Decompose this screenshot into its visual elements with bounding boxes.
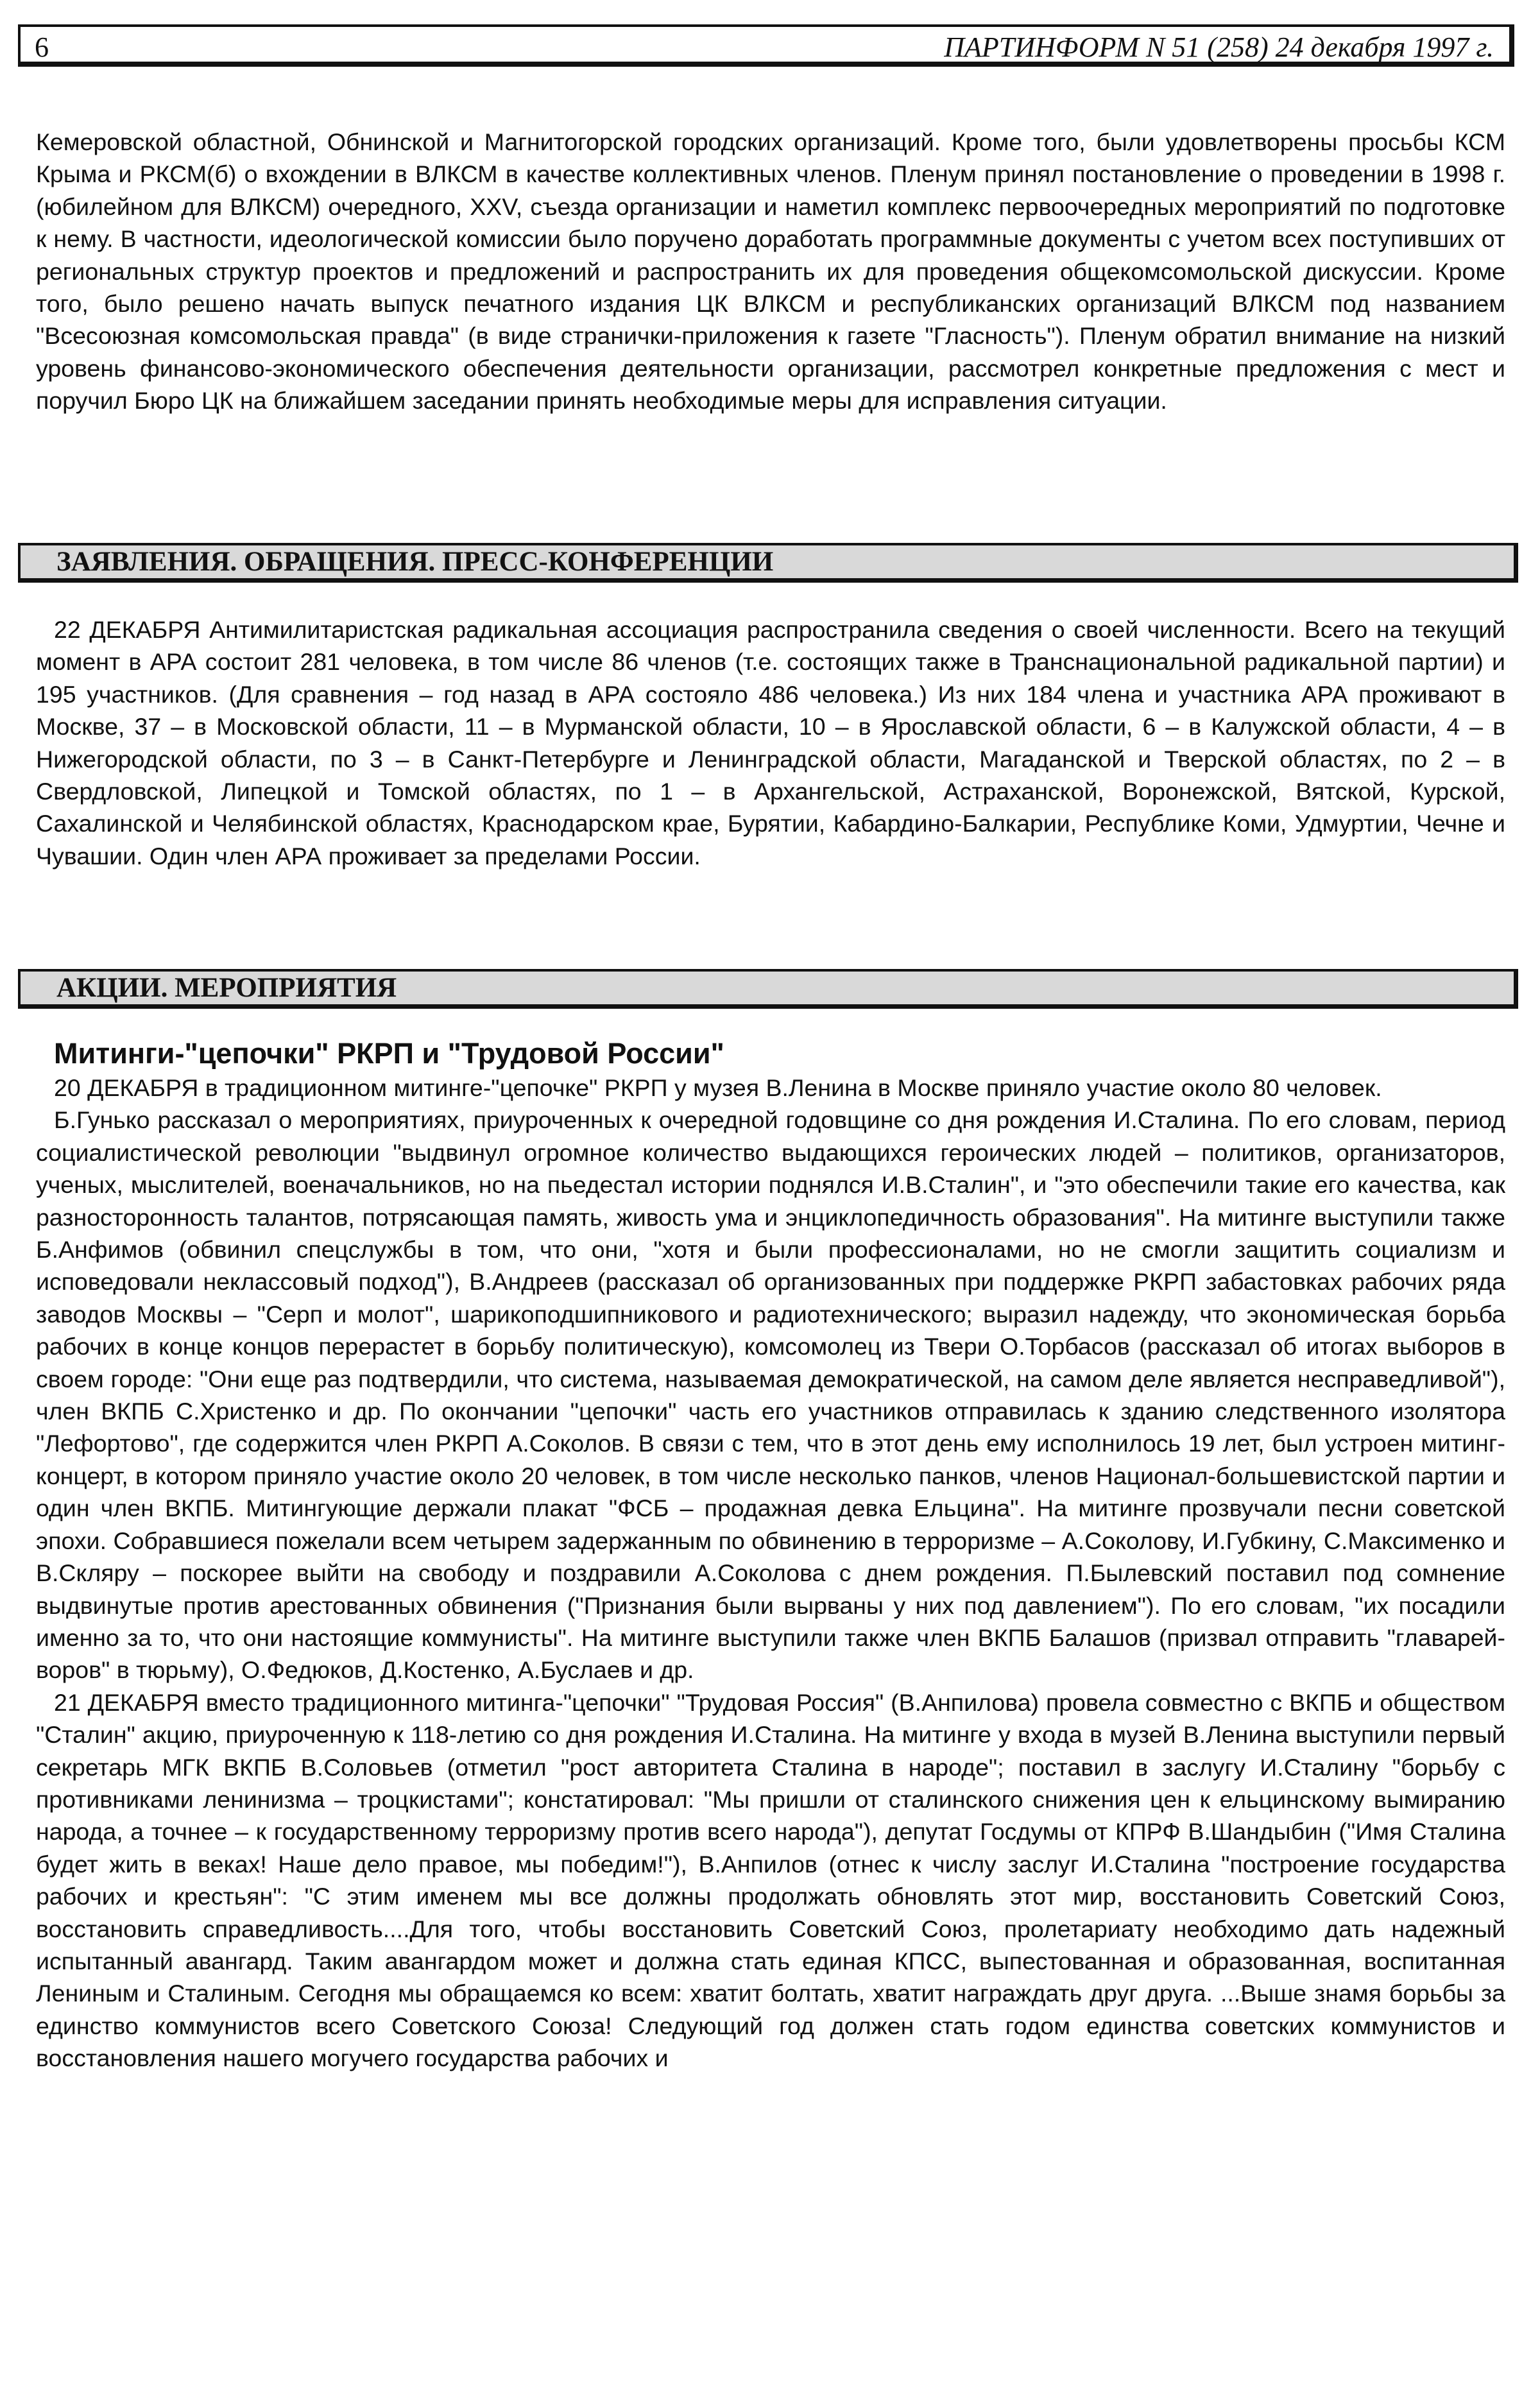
intro-paragraph: Кемеровской областной, Обнинской и Магнитогорской городских организаций. Кроме того, были удовлетворены просьбы КСМ Крыма и РКСМ(б) о вхождении в ВЛКСМ в качестве коллективных членов. Пленум принял постановление о проведении в 1998 г. (юбилейном для ВЛКСМ) очередного, XXV, съезда организации и наметил комплекс первоочередных мероприятий по подготовке к нему. В частности, идеологической комиссии было поручено доработать программные документы с учетом всех поступивших от региональных структур проектов и предложений и распространить их для проведения общекомсомольской дискуссии. Кроме того, было решено начать выпуск печатного издания ЦК ВЛКСМ и республиканских организаций ВЛКСМ под названием "Всесоюзная комсомольская правда" (в виде странички-приложения к газете "Гласность"). Пленум обратил внимание на низкий уровень финансово-экономического обеспечения деятельности организации, рассмотрел конкретные предложения с мест и поручил Бюро ЦК на ближайшем заседании принять необходимые меры для исправления ситуации. (36, 128, 1505, 415)
actions-block (36, 1072, 1505, 2075)
page-header (18, 24, 1514, 67)
article-subheading: Митинги-"цепочки" РКРП и "Трудовой России" (54, 1037, 724, 1070)
issue-info: ПАРТИНФОРМ N 51 (258) 24 декабря 1997 г. (944, 31, 1494, 63)
statements-block (36, 613, 1505, 872)
actions-paragraph-1: 20 ДЕКАБРЯ в традиционном митинге-"цепочке" РКРП у музея В.Ленина в Москве приняло участие около 80 человек. (54, 1074, 1382, 1101)
statements-paragraph: 22 ДЕКАБРЯ Антимилитаристская радикальная ассоциация распространила сведения о своей численности. Всего на текущий момент в АРА состоит 281 человека, в том числе 86 членов (т.е. состоящих также в Транснациональной радикальной партии) и 195 участников. (Для сравнения – год назад в АРА состояло 486 человека.) Из них 184 члена и участника АРА проживают в Москве, 37 – в Московской области, 11 – в Мурманской области, 10 – в Ярославской области, 6 – в Калужской области, 4 – в Нижегородской области, по 3 – в Санкт-Петербурге и Ленинградской области, Магаданской и Тверской областях, по 2 – в Свердловской, Липецкой и Томской областях, по 1 – в Архангельской, Астраханской, Воронежской, Вятской, Курской, Сахалинской и Челябинской областях, Краснодарском крае, Бурятии, Кабардино-Балкарии, Республике Коми, Удмуртии, Чечне и Чувашии. Один член АРА проживает за пределами России. (36, 616, 1505, 870)
page-number: 6 (35, 31, 49, 63)
intro-block (36, 126, 1505, 417)
actions-paragraph-3: 21 ДЕКАБРЯ вместо традиционного митинга-"цепочки" "Трудовая Россия" (В.Анпилова) провела совместно с ВКПБ и обществом "Сталин" акцию, приуроченную к 118-летию со дня рождения И.Сталина. На митинге у входа в музей В.Ленина выступили первый секретарь МГК ВКПБ В.Соловьев (отметил "рост авторитета Сталина в народе"; поставил в заслугу И.Сталину "борьбу с противниками ленинизма – троцкистами"; констатировал: "Мы пришли от сталинского снижения цен к ельцинскому вымиранию народа, а точнее – к государственному терроризму против всего народа"), депутат Госдумы от КПРФ В.Шандыбин ("Имя Сталина будет жить в веках! Наше дело правое, мы победим!"), В.Анпилов (отнес к числу заслуг И.Сталина "построение государства рабочих и крестьян": "С этим именем мы все должны продолжать обновлять этот мир, восстановить Советский Союз, восстановить справедливость....Для того, чтобы восстановить Советский Союз, пролетариату необходимо дать надежный испытанный авангард. Таким авангардом может и должна стать единая КПСС, выпестованная и образованная, воспитанная Лениным и Сталиным. Сегодня мы обращаемся ко всем: хватит болтать, хватит награждать друг друга. ...Выше знамя борьбы за единство коммунистов всего Советского Союза! Следующий год должен стать годом единства советских коммунистов и восстановления нашего могучего государства рабочих и (36, 1688, 1505, 2072)
actions-paragraph-2: Б.Гунько рассказал о мероприятиях, приуроченных к очередной годовщине со дня рождения И.Сталина. По его словам, период социалистической революции "выдвинул огромное количество выдающихся героических людей – политиков, организаторов, ученых, мыслителей, военачальников, но на пьедестал истории поднялся И.В.Сталин", и "это обеспечили такие его качества, как разносторонность талантов, потрясающая память, живость ума и энциклопедичность образования". На митинге выступили также Б.Анфимов (обвинил спецслужбы в том, что они, "хотя и были профессионалами, но не смогли защитить социализм и исповедовали неклассовый подход"), В.Андреев (рассказал об организованных при поддержке РКРП забастовках рабочих ряда заводов Москвы – "Серп и молот", шарикоподшипникового и радиотехнического; выразил надежду, что экономическая борьба рабочих в конце концов перерастет в борьбу политическую), комсомолец из Твери О.Торбасов (рассказал об итогах выборов в своем городе: "Они еще раз подтвердили, что система, называемая демократической, на самом деле является несправедливой"), член ВКПБ С.Христенко и др. По окончании "цепочки" часть его участников отправилась к зданию следственного изолятора "Лефортово", где содержится член РКРП А.Соколов. В связи с тем, что в этот день ему исполнилось 19 лет, был устроен митинг-концерт, в котором приняло участие около 20 человек, в том числе несколько панков, членов Национал-большевистской партии и один член ВКПБ. Митингующие держали плакат "ФСБ – продажная девка Ельцина". На митинге прозвучали песни советской эпохи. Собравшиеся пожелали всем четырем задержанным по обвинению в терроризме – А.Соколову, И.Губкину, С.Максименко и В.Скляру – поскорее выйти на свободу и поздравили А.Соколова с днем рождения. П.Былевский поставил под сомнение выдвинутые против арестованных обвинения ("Признания были вырваны у них под давлением"). По его словам, "их посадили именно за то, что они настоящие коммунисты". На митинге выступили также член ВКПБ Балашов (призвал отправить "главарей-воров" в тюрьму), О.Федюков, Д.Костенко, А.Буслаев и др. (36, 1106, 1505, 1684)
section-heading-statements: ЗАЯВЛЕНИЯ. ОБРАЩЕНИЯ. ПРЕСС-КОНФЕРЕНЦИИ (18, 543, 1518, 583)
section-heading-actions: АКЦИИ. МЕРОПРИЯТИЯ (18, 969, 1518, 1009)
